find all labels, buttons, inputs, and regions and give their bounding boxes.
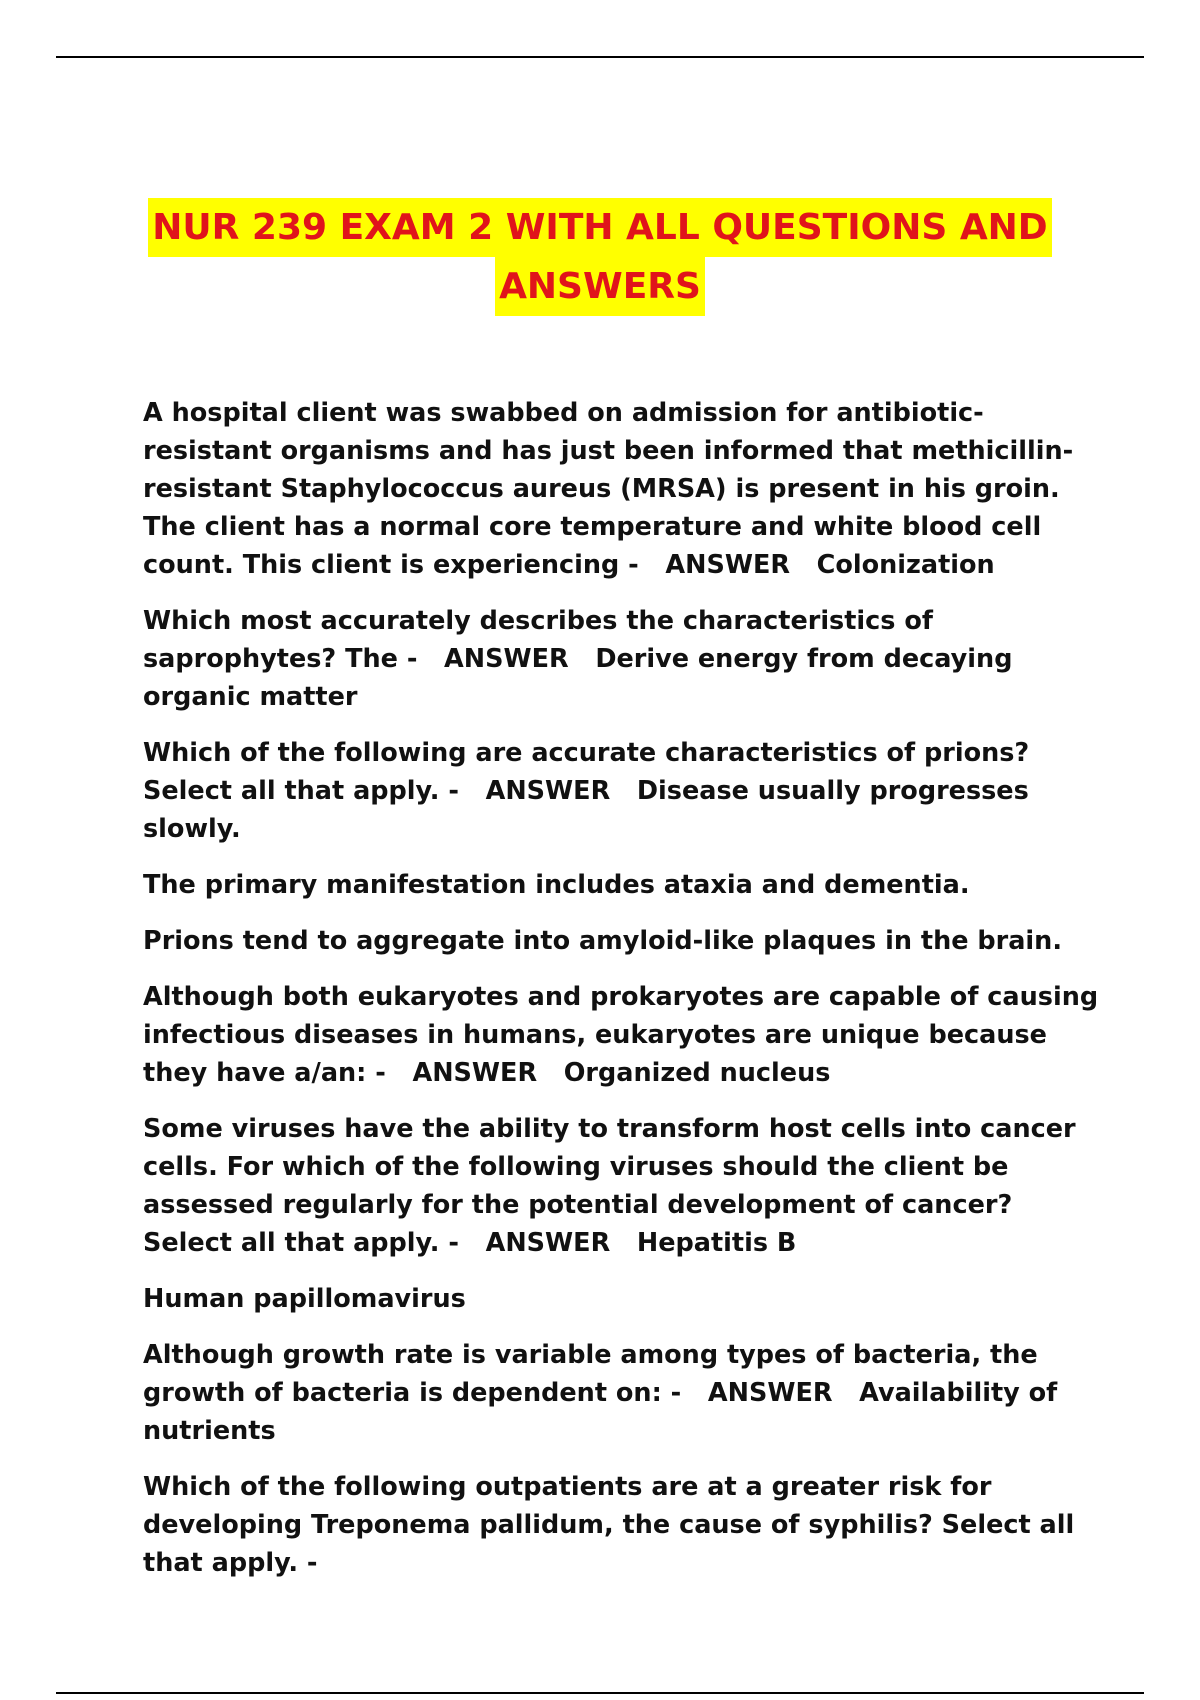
answer-label: ANSWER xyxy=(485,1228,611,1258)
answer-label: ANSWER xyxy=(665,550,790,580)
title-line-2: ANSWERS xyxy=(495,257,705,316)
answer-text: Colonization xyxy=(816,550,995,580)
question-text: Although both eukaryotes and prokaryotes are capable of causing infectious diseases in humans, eukaryotes are unique because they have a/an: - xyxy=(143,982,1099,1088)
answer-continuation: Prions tend to aggregate into amyloid-like plaques in the brain. xyxy=(143,926,1063,956)
question-text: Some viruses have the ability to transform host cells into cancer cells. For which of the following viruses should the client be assessed regularly for the potential development of cancer? Select all that apply. - xyxy=(143,1114,1076,1258)
qa-paragraph xyxy=(143,602,1103,716)
answer-label: ANSWER xyxy=(707,1378,833,1408)
qa-content xyxy=(143,394,1103,1600)
answer-text: Hepatitis B xyxy=(636,1228,797,1258)
answer-text: Derive energy from decaying organic matter xyxy=(143,644,1013,712)
answer-label: ANSWER xyxy=(412,1058,538,1088)
qa-paragraph xyxy=(143,1110,1103,1262)
title-line-1: NUR 239 EXAM 2 WITH ALL QUESTIONS AND xyxy=(148,198,1051,257)
question-only: Which of the following outpatients are at a greater risk for developing Treponema pallidum, the cause of syphilis? Select all that apply. - xyxy=(143,1472,1075,1578)
answer-text: Organized nucleus xyxy=(563,1058,831,1088)
qa-paragraph xyxy=(143,734,1103,848)
top-rule xyxy=(56,56,1144,58)
answer-continuation: The primary manifestation includes ataxia and dementia. xyxy=(143,870,970,900)
qa-paragraph xyxy=(143,978,1103,1092)
answer-continuation: Human papillomavirus xyxy=(143,1284,466,1314)
qa-paragraph xyxy=(143,394,1103,584)
answer-label: ANSWER xyxy=(485,776,611,806)
answer-text: Disease usually progresses slowly. xyxy=(143,776,1029,844)
question-text: Which most accurately describes the characteristics of saprophytes? The - xyxy=(143,606,933,674)
document-title xyxy=(0,198,1200,316)
answer-label: ANSWER xyxy=(444,644,569,674)
qa-paragraph xyxy=(143,1336,1103,1450)
question-text: Which of the following are accurate characteristics of prions? Select all that apply. - xyxy=(143,738,1030,806)
bottom-rule xyxy=(56,1692,1144,1694)
answer-text: Availability of nutrients xyxy=(143,1378,1058,1446)
question-text: A hospital client was swabbed on admission for antibiotic-resistant organisms and has just been informed that methicillin-resistant Staphylococcus aureus (MRSA) is present in his groin. The client has a normal core temperature and white blood cell count. This client is experiencing - xyxy=(143,398,1074,580)
question-text: Although growth rate is variable among types of bacteria, the growth of bacteria is dependent on: - xyxy=(143,1340,1038,1408)
